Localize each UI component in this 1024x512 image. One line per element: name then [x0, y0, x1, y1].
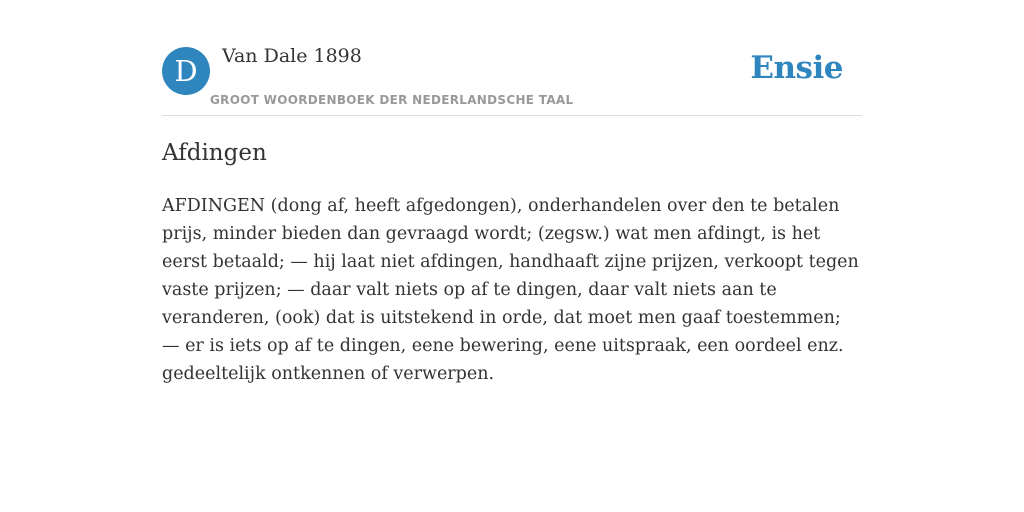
- header: [162, 0, 862, 116]
- brand-logo[interactable]: Ensie: [750, 50, 843, 86]
- dictionary-avatar[interactable]: D: [162, 47, 210, 95]
- entry-headword: Afdingen: [162, 140, 267, 166]
- entry-card: [162, 0, 862, 384]
- dictionary-title[interactable]: Van Dale 1898: [222, 45, 362, 67]
- dictionary-subtitle: GROOT WOORDENBOEK DER NEDERLANDSCHE TAAL: [210, 93, 574, 107]
- entry-definition: AFDINGEN (dong af, heeft afgedongen), onderhandelen over den te betalen prijs, minder bieden dan gevraagd wordt; (zegsw.) wat men afdingt, is het eerst betaald; — hij laat niet afdingen, handhaaft zijne prijzen, verkoopt tegen vaste prijzen; — daar valt niets op af te dingen, daar valt niets aan te veranderen, (ook) dat is uitstekend in orde, dat moet men gaaf toestemmen; — er is iets op af te dingen, eene bewering, eene uitspraak, een oordeel enz. gedeeltelijk ontkennen of verwerpen.: [162, 196, 859, 384]
